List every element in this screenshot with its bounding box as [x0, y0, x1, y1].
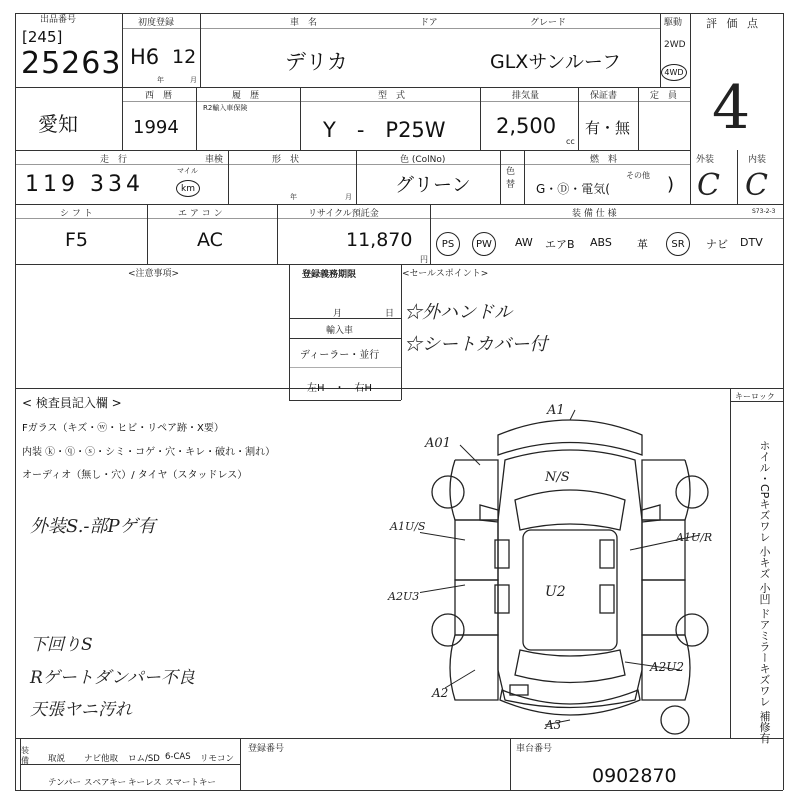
- interior-label: 内装: [748, 155, 767, 165]
- grade-label: グレード: [530, 18, 567, 28]
- warranty: 有・無: [585, 119, 631, 137]
- mileage: 119 334: [25, 172, 144, 197]
- displacement: 2,500: [496, 114, 557, 138]
- footer-item-3: 6-CAS: [165, 752, 191, 762]
- side-checklist: ホイル・CPキズワレ 小キズ 小凹 ドアミラーキズワレ 補修有: [758, 440, 771, 744]
- equipment-6: SR: [666, 232, 690, 256]
- car-name: デリカ: [285, 50, 348, 74]
- dealer-parallel: ディーラー・並行: [300, 350, 380, 361]
- shape-label: 形 状: [272, 155, 300, 165]
- notice-label: <注意事項>: [128, 269, 180, 279]
- first-reg-label: 初度登録: [138, 18, 175, 28]
- recycle-label: リサイクル預託金: [308, 209, 379, 219]
- memo-rgate: Rゲートダンパー不良: [30, 668, 195, 688]
- fuel-options: G・Ⓓ・電気(: [536, 182, 610, 196]
- month-mark: 月: [190, 76, 197, 84]
- color: グリーン: [395, 174, 471, 196]
- footer-item-1: ナビ他取: [84, 754, 119, 764]
- equipment-2: AW: [515, 236, 533, 249]
- damage-NS: N/S: [545, 470, 570, 485]
- memo-ceiling: 天張ヤニ汚れ: [30, 700, 132, 720]
- keylock-label: キーロック: [735, 392, 775, 401]
- memo-exterior: 外装S.-部Pゲ有: [30, 516, 156, 537]
- equipment-5: 革: [637, 238, 648, 251]
- shaken-label: 車検: [205, 155, 224, 165]
- memo-underbody: 下回りS: [30, 635, 93, 655]
- shaken-month-mark: 月: [345, 193, 352, 201]
- equipment-7: ナビ: [706, 238, 728, 251]
- lot-label: 出品番号: [40, 15, 77, 25]
- drive-4wd-circled: 4WD: [661, 64, 687, 81]
- exterior-grade: C: [697, 168, 720, 203]
- rating: 4: [712, 73, 751, 143]
- footer-item-b2: キーレス: [128, 778, 162, 788]
- lot-number: 25263: [21, 46, 122, 81]
- shaken-year-mark: 年: [290, 193, 297, 201]
- reg-label: 登録番号: [248, 744, 285, 754]
- footer-item-2: ロム/SD: [128, 754, 160, 764]
- displacement-label: 排気量: [512, 91, 540, 101]
- footer-item-b0: テンパー: [48, 778, 81, 788]
- fuel-label: 燃 料: [590, 155, 618, 165]
- model: Y - P25W: [323, 118, 446, 142]
- drive-label: 駆動: [664, 18, 683, 28]
- mileage-unit-km: km: [176, 180, 200, 197]
- color-label: 色 (ColNo): [400, 155, 446, 165]
- grade: GLXサンルーフ: [490, 51, 621, 73]
- aircon-label: エ ア コ ン: [178, 209, 223, 219]
- history-sub: R2輸入車保険: [203, 104, 248, 112]
- first-reg-month: 12: [172, 46, 197, 68]
- damage-A01: A01: [425, 436, 451, 451]
- footer-item-b3: スマートキー: [165, 778, 216, 788]
- chassis-label: 車台番号: [516, 744, 553, 754]
- chassis-number: 0902870: [592, 765, 677, 787]
- inspection-audio-tire: オーディオ（無し・穴）/ タイヤ（スタッドレス）: [22, 470, 248, 481]
- fuel-close: ): [667, 174, 675, 195]
- equipment-3: エアB: [545, 238, 575, 251]
- form-code: S73-2-3: [752, 208, 776, 215]
- damage-A1: A1: [547, 403, 565, 418]
- shift: F5: [65, 229, 89, 251]
- damage-A2U3: A2U3: [388, 590, 420, 603]
- recolor-label: 色替: [506, 167, 516, 190]
- equipment-0: PS: [436, 232, 460, 256]
- interior-grade: C: [745, 168, 768, 203]
- fuel-other: その他: [626, 171, 650, 180]
- cc-unit: cc: [566, 137, 575, 146]
- regdoc-label: 登録義務期限: [302, 270, 357, 280]
- region: 愛知: [38, 112, 78, 136]
- import-label: 輸入車: [326, 326, 354, 336]
- regdoc-day: 日: [385, 309, 395, 319]
- first-reg-era: H6: [130, 45, 160, 69]
- damage-A1U-R: A1U/R: [676, 531, 713, 544]
- inspection-glass: Fガラス（キズ・ⓦ・ヒビ・リペア跡・X要）: [22, 423, 224, 434]
- footer-item-4: リモコン: [200, 754, 235, 764]
- equipment-1: PW: [472, 232, 496, 256]
- car-diagram: [420, 400, 720, 735]
- damage-A2U2: A2U2: [650, 660, 685, 674]
- seireki-label: 西 暦: [145, 91, 173, 101]
- history-label: 履 歴: [232, 91, 260, 101]
- shift-label: シ フ ト: [60, 209, 93, 219]
- selling-point-2: ☆シートカバー付: [404, 334, 548, 355]
- seireki: 1994: [133, 117, 179, 138]
- yen-unit: 円: [420, 255, 428, 264]
- mileage-label: 走 行: [100, 155, 128, 165]
- capacity-label: 定 員: [650, 91, 678, 101]
- damage-A2: A2: [432, 686, 449, 700]
- equip-label: 装備: [21, 746, 29, 765]
- year-mark: 年: [157, 76, 164, 84]
- drive-2wd: 2WD: [664, 40, 686, 50]
- inspection-title: < 検査員記入欄 >: [22, 396, 122, 410]
- damage-A3: A3: [545, 718, 562, 732]
- selling-point-1: ☆外ハンドル: [404, 302, 512, 323]
- warranty-label: 保証書: [590, 91, 618, 101]
- damage-U2: U2: [545, 584, 566, 600]
- equipment-8: DTV: [740, 236, 763, 249]
- equipment-4: ABS: [590, 236, 612, 249]
- door-label: ドア: [420, 18, 438, 28]
- aircon: AC: [197, 229, 223, 251]
- exterior-label: 外装: [696, 155, 715, 165]
- recycle-amount: 11,870: [346, 229, 413, 251]
- regdoc-month: 月: [333, 309, 343, 319]
- model-label: 型 式: [378, 91, 406, 101]
- rating-label: 評 価 点: [706, 17, 761, 30]
- equipment-label: 装 備 仕 様: [572, 209, 617, 219]
- footer-item-0: 取説: [48, 754, 66, 764]
- lot-sub: [245]: [22, 28, 63, 46]
- selling-label: <セールスポイント>: [402, 269, 489, 279]
- damage-A1U-S: A1U/S: [390, 520, 426, 533]
- steering-side: 左H ・ 右H: [307, 383, 373, 394]
- footer-item-b1: スペアキー: [84, 778, 127, 788]
- inspection-interior: 内装 ⓚ・ⓠ・ⓢ・シミ・コゲ・穴・キレ・破れ・割れ）: [22, 447, 276, 458]
- car-name-label: 車 名: [290, 18, 318, 28]
- mileage-prefix: マイル: [177, 167, 198, 175]
